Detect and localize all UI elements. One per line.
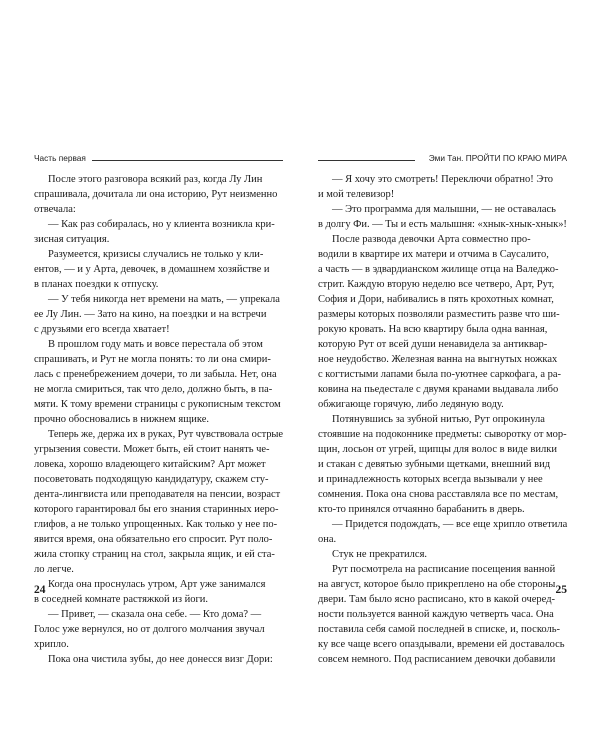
text-line: в планах поездки к отпуску. [34, 279, 159, 290]
part-label: Часть первая [34, 153, 86, 163]
text-line: стрит. Каждую вторую неделю все четверо, Арт, Рут, [318, 279, 555, 290]
page-number-right: 25 [555, 584, 567, 596]
text-line: отвечала: [34, 204, 76, 215]
text-line: в долгу Фи. — Ты и есть малышня: «хнык-хнык-хнык»! [318, 219, 567, 230]
text-line: двери. Там было ясно расписано, кто в какой очеред- [318, 594, 556, 605]
text-line: прочно обосновались в нижнем ящике. [34, 414, 210, 425]
text-line: После развода девочки Арта совместно про- [332, 234, 531, 245]
text-line: мяти. К тому времени страницы с рукописным текстом [34, 399, 281, 410]
right-page [318, 0, 567, 750]
text-line: Голос уже вернулся, но от долгого молчания звучал [34, 624, 265, 635]
text-line: София и Дори, набивались в пять крохотных комнат, [318, 294, 554, 305]
text-line: а часть — в эдвардианском жилище отца на Валеджо- [318, 264, 559, 275]
text-line: Теперь же, держа их в руках, Рут чувствовала острые [48, 429, 283, 440]
text-line: водили в квартире их матери и отчима в Саусалито, [318, 249, 549, 260]
text-line: на август, которое было прикреплено на обе стороны [318, 579, 556, 590]
text-line: размеры которых позволяли разместить разве что ши- [318, 309, 560, 320]
text-line: ковина на пьедестале с двумя кранами выдавала либо [318, 384, 559, 395]
text-line: Разумеется, кризисы случались не только у кли- [48, 249, 264, 260]
text-line: — Придется подождать, — все еще хрипло ответила [332, 519, 568, 530]
text-line: Стук не прекратился. [332, 549, 428, 560]
text-line: и стакан с девятью зубными щетками, внешний вид [318, 459, 551, 470]
text-line: спрашивать, и Рут не могла понять: то ли она смири- [34, 354, 271, 365]
text-line: — У тебя никогда нет времени на мать, — упрекала [48, 294, 280, 305]
left-page [34, 0, 283, 750]
text-line: с когтистыми лапами была по-уютнее саркофага, а ра- [318, 369, 562, 380]
text-line: ло легче. [34, 564, 74, 575]
text-line: — Это программа для малышни, — не оставалась [332, 204, 556, 215]
text-line: Потянувшись за зубной нитью, Рут опрокинула [332, 414, 545, 425]
text-line: явится время, она обязательно его спросит. Рут поло- [34, 534, 273, 545]
text-line: угрызения совести. Может быть, ей стоит нанять че- [34, 444, 270, 455]
text-line: лась с пренебрежением дочери, то ли забыла. Нет, она [34, 369, 277, 380]
text-line: она. [318, 534, 337, 545]
text-line: щин, лосьон от угрей, щипцы для волос в виде вилки [318, 444, 557, 455]
text-line: и мой телевизор! [318, 189, 395, 200]
text-line: Когда она проснулась утром, Арт уже занимался [48, 579, 266, 590]
text-line: — Как раз собиралась, но у клиента возникла кри- [48, 219, 275, 230]
text-line: спрашивала, дочитала ли она историю, Рут неизменно [34, 189, 278, 200]
right-page-text [318, 172, 567, 667]
text-line: в соседней комнате растяжкой из йоги. [34, 594, 209, 605]
text-line: сомнения. Пока она снова расставляла все по местам, [318, 489, 559, 500]
text-line: — Привет, — сказала она себе. — Кто дома? — [48, 609, 262, 620]
text-line: с друзьями его всегда хватает! [34, 324, 170, 335]
text-line: Пока она чистила зубы, до нее донесся визг Дори: [48, 654, 273, 665]
text-line: стоявшие на подоконнике предметы: сыворотку от мор- [318, 429, 567, 440]
text-line: которую Рут от всей души ненавидела за антиквар- [318, 339, 548, 350]
text-line: не могла смириться, так что дело, должно быть, в па- [34, 384, 273, 395]
left-page-text [34, 172, 283, 667]
left-running-header [34, 152, 283, 164]
text-line: ности пользуется ванной каждую четверть часа. Она [318, 609, 554, 620]
text-line: зисная ситуация. [34, 234, 110, 245]
text-line: ентов, — и у Арта, девочек, в домашнем хозяйстве и [34, 264, 270, 275]
text-line: Рут посмотрела на расписание посещения ванной [332, 564, 556, 575]
page-number-left: 24 [34, 584, 46, 596]
text-line: и принадлежность которых всегда вызывали у нее [318, 474, 543, 485]
text-line: дента-лингвиста или преподавателя на пенсии, возраст [34, 489, 281, 500]
text-line: После этого разговора всякий раз, когда Лу Лин [48, 174, 263, 185]
text-line: хрипло. [34, 639, 69, 650]
book-title-label: Эми Тан. ПРОЙТИ ПО КРАЮ МИРА [428, 153, 567, 163]
text-line: ное неудобство. Железная ванна на выгнутых ножках [318, 354, 558, 365]
text-line: глифов, а не только упрощенных. Как только у нее по- [34, 519, 278, 530]
text-line: ловека, хорошо владеющего китайским? Арт может [34, 459, 266, 470]
text-line: жила стопку страниц на стол, закрыла ящик, и ей ста- [34, 549, 275, 560]
right-running-header [318, 152, 567, 164]
text-line: кто-то принялся отчаянно барабанить в дверь. [318, 504, 525, 515]
text-line: ее Лу Лин. — Зато на кино, на поездки и на встречи [34, 309, 267, 320]
text-line: посоветовать подходящую кандидатуру, скажем сту- [34, 474, 269, 485]
text-line: обжигающе горячую, либо ледяную воду. [318, 399, 504, 410]
text-line: рокую кровать. На всю квартиру была одна ванная, [318, 324, 548, 335]
text-line: совсем немного. Под расписанием девочки добавили [318, 654, 556, 665]
text-line: которого гарантировал бы его знания старинных иеро- [34, 504, 279, 515]
text-line: — Я хочу это смотреть! Переключи обратно! Это [332, 174, 554, 185]
text-line: ку все чаще всего опаздывали, времени ей доставалось [318, 639, 565, 650]
text-line: поставила себя самой последней в списке, и, посколь- [318, 624, 561, 635]
text-line: В прошлом году мать и вовсе перестала об этом [48, 339, 263, 350]
header-rule [318, 160, 415, 161]
header-rule [92, 160, 283, 161]
